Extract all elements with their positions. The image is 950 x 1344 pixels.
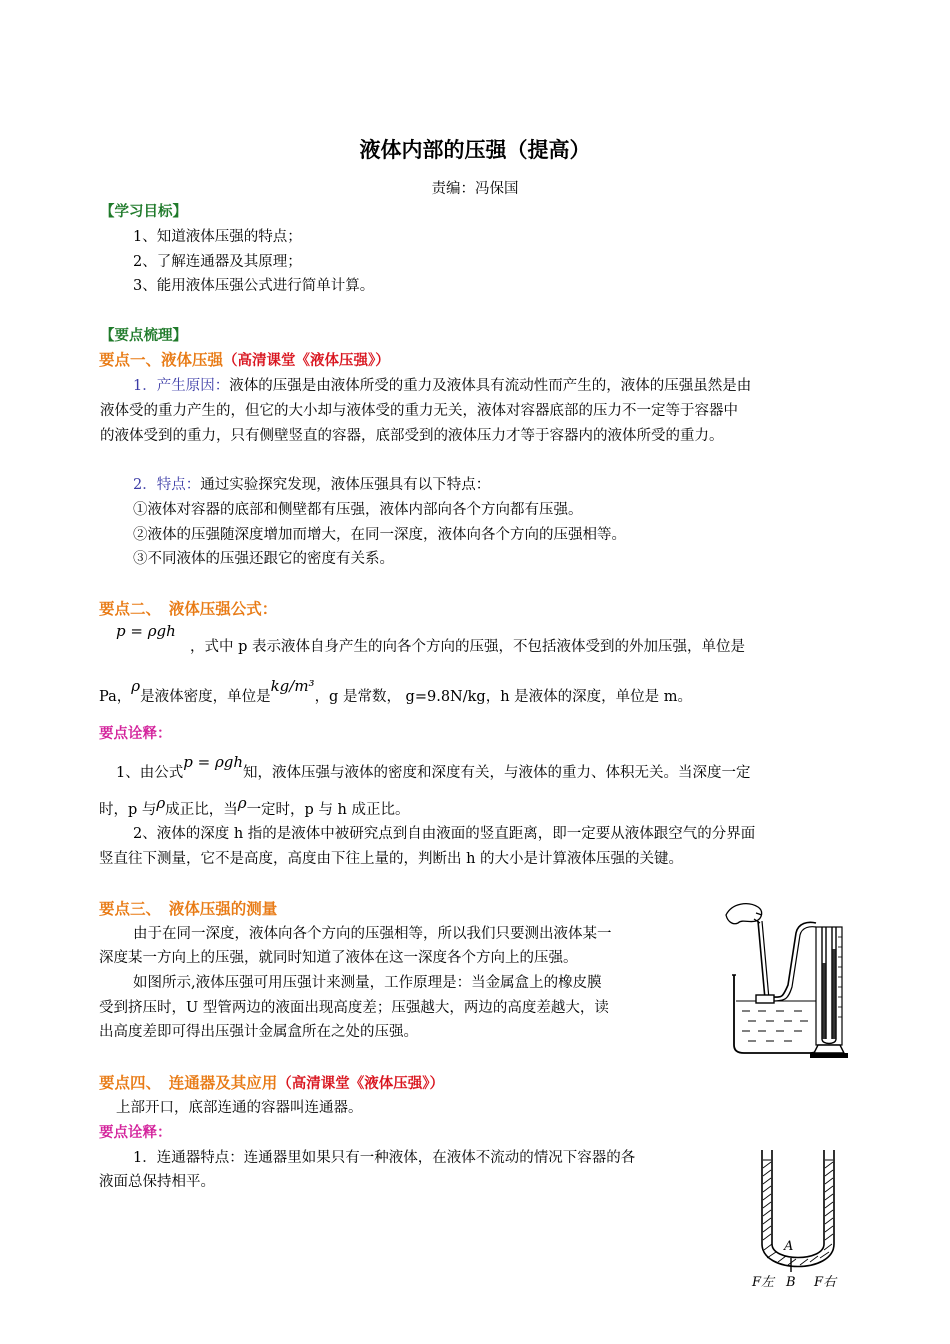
rho-symbol: ρ [131, 677, 141, 695]
point1-cause-line: 的液体受到的重力，只有侧壁竖直的容器，底部受到的液体压力才等于容器内的液体所受的重力。 [100, 428, 724, 444]
point3-line: 深度某一方向上的压强，就同时知道了液体在这一深度各个方向上的压强。 [99, 950, 578, 966]
point4-note-heading: 要点诠释： [99, 1124, 172, 1141]
point3-line: 出高度差即可得出压强计金属盒所在之处的压强。 [99, 1024, 418, 1040]
point2-note2: 2、液体的深度 h 指的是液体中被研究点到自由液面的竖直距离，即一定要从液体跟空气的分界面 [133, 826, 756, 842]
point1-feature-intro: 2．特点：通过实验探究发现，液体压强具有以下特点： [133, 477, 491, 493]
feature-item: ③不同液体的压强还跟它的密度有关系。 [133, 551, 394, 567]
density-unit: kg/m³ [270, 677, 315, 695]
summary-heading: 【要点梳理】 [100, 327, 187, 344]
point2-heading: 要点二、 液体压强公式： [99, 599, 278, 618]
label-f-right: F右 [814, 1275, 837, 1290]
feature-label: 2．特点： [133, 477, 201, 493]
point1-heading [99, 350, 390, 371]
u-tube-figure [748, 1146, 848, 1296]
feature-item: ①液体对容器的底部和侧壁都有压强，液体内部向各个方向都有压强。 [133, 502, 583, 518]
point4-definition: 上部开口，底部连通的容器叫连通器。 [116, 1100, 363, 1116]
feature-item: ②液体的压强随深度增加而增大，在同一深度，液体向各个方向的压强相等。 [133, 527, 626, 543]
label-f-left: F左 [752, 1275, 775, 1290]
objective-item: 1、知道液体压强的特点； [133, 229, 302, 245]
point1-course-link[interactable]: （高清课堂《液体压强》） [223, 352, 390, 369]
point4-course-link[interactable]: （高清课堂《液体压强》） [277, 1075, 445, 1092]
point2-line1: ，式中 p 表示液体自身产生的向各个方向的压强，不包括液体受到的外加压强，单位是 [190, 639, 745, 655]
rho-symbol: ρ [156, 794, 166, 812]
formula-inline: p = ρgh [183, 753, 244, 771]
pressure-gauge-figure [712, 893, 862, 1063]
point2-line2: Pa，ρ是液体密度，单位是kg/m³，g 是常数， g=9.8N/kg，h 是液体的深度，单位是 m。 [99, 677, 692, 705]
point2-note-heading: 要点诠释： [99, 725, 172, 742]
editor-line: 责编：冯保国 [431, 181, 519, 197]
point4-line: 液面总保持相平。 [99, 1174, 215, 1190]
page-title: 液体内部的压强（提高） [359, 137, 591, 162]
objective-item: 2、了解连通器及其原理； [133, 254, 302, 270]
point4-title: 要点四、 连通器及其应用 [99, 1073, 278, 1092]
label-b: B [786, 1275, 796, 1290]
point3-heading: 要点三、 液体压强的测量 [99, 899, 278, 918]
point4-line: 1．连通器特点：连通器里如果只有一种液体，在液体不流动的情况下容器的各 [133, 1150, 636, 1166]
point1-cause-line: 1．产生原因：液体的压强是由液体所受的重力及液体具有流动性而产生的，液体的压强虽然是由 [133, 378, 752, 394]
point3-line: 受到挤压时，U 型管两边的液面出现高度差；压强越大，两边的高度差越大，读 [99, 1000, 609, 1016]
objectives-heading: 【学习目标】 [100, 203, 187, 220]
point2-note1-cont: 时，p 与ρ成正比，当ρ一定时，p 与 h 成正比。 [99, 794, 410, 818]
point4-heading [99, 1073, 444, 1094]
point3-line: 如图所示,液体压强可用压强计来测量，工作原理是：当金属盒上的橡皮膜 [133, 975, 602, 991]
formula-p-rho-g-h: p = ρgh [116, 622, 176, 640]
point2-note2: 竖直往下测量，它不是高度，高度由下往上量的，判断出 h 的大小是计算液体压强的关键。 [99, 851, 684, 867]
point1-title: 要点一、液体压强 [99, 350, 224, 369]
label-a: A [784, 1239, 794, 1254]
point3-line: 由于在同一深度，液体向各个方向的压强相等，所以我们只要测出液体某一 [133, 926, 612, 942]
objective-item: 3、能用液体压强公式进行简单计算。 [133, 278, 375, 294]
point1-cause-line: 液体受的重力产生的，但它的大小却与液体受的重力无关，液体对容器底部的压力不一定等于容器中 [100, 403, 738, 419]
rho-symbol: ρ [237, 794, 247, 812]
point2-note1: 1、由公式p = ρgh知，液体压强与液体的密度和深度有关，与液体的重力、体积无关。当深度一定 [116, 753, 751, 781]
cause-label: 1．产生原因： [133, 378, 230, 394]
